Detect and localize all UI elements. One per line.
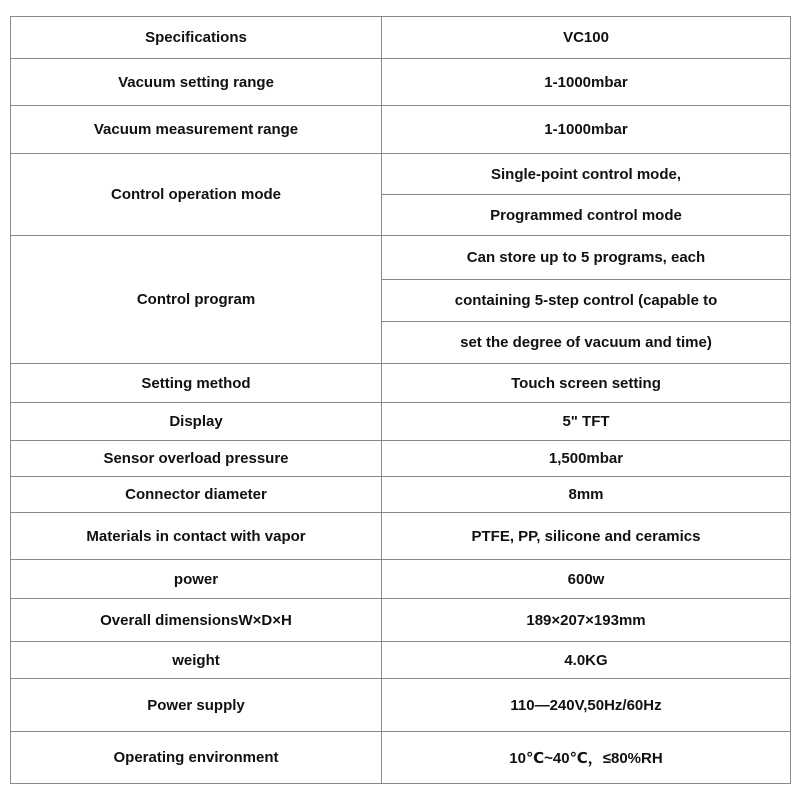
table-row [11, 106, 791, 154]
row-value: Programmed control mode [382, 195, 791, 236]
row-value: containing 5-step control (capable to [382, 280, 791, 322]
row-label: Control operation mode [11, 154, 382, 236]
row-value: 189×207×193mm [382, 599, 791, 642]
row-label: Display [11, 403, 382, 441]
row-value: 10℃~40℃，≤80%RH [382, 732, 791, 784]
table-row [11, 59, 791, 106]
row-value: 1,500mbar [382, 441, 791, 477]
specifications-table [10, 16, 791, 784]
row-label: Materials in contact with vapor [11, 513, 382, 560]
row-label: Vacuum measurement range [11, 106, 382, 154]
table-header-row [11, 17, 791, 59]
table-row [11, 513, 791, 560]
table-row [11, 441, 791, 477]
row-value: 600w [382, 560, 791, 599]
row-value: 8mm [382, 477, 791, 513]
row-value: 1-1000mbar [382, 59, 791, 106]
table-row [11, 403, 791, 441]
row-value: PTFE, PP, silicone and ceramics [382, 513, 791, 560]
table-row [11, 477, 791, 513]
row-value: 1-1000mbar [382, 106, 791, 154]
table-row [11, 599, 791, 642]
row-value: set the degree of vacuum and time) [382, 322, 791, 364]
table-row [11, 364, 791, 403]
table-row [11, 679, 791, 732]
table-row [11, 154, 791, 195]
table-row [11, 732, 791, 784]
row-value: 5" TFT [382, 403, 791, 441]
row-label: Setting method [11, 364, 382, 403]
row-value: Single-point control mode, [382, 154, 791, 195]
header-value: VC100 [382, 17, 791, 59]
row-label: weight [11, 642, 382, 679]
table-row [11, 560, 791, 599]
row-label: Operating environment [11, 732, 382, 784]
row-label: power [11, 560, 382, 599]
row-value: Can store up to 5 programs, each [382, 236, 791, 280]
table-row [11, 642, 791, 679]
row-value: Touch screen setting [382, 364, 791, 403]
row-label: Connector diameter [11, 477, 382, 513]
row-label: Overall dimensionsW×D×H [11, 599, 382, 642]
row-label: Power supply [11, 679, 382, 732]
row-value: 110—240V,50Hz/60Hz [382, 679, 791, 732]
table-row [11, 236, 791, 280]
row-label: Sensor overload pressure [11, 441, 382, 477]
row-label: Control program [11, 236, 382, 364]
row-value: 4.0KG [382, 642, 791, 679]
header-label: Specifications [11, 17, 382, 59]
row-label: Vacuum setting range [11, 59, 382, 106]
